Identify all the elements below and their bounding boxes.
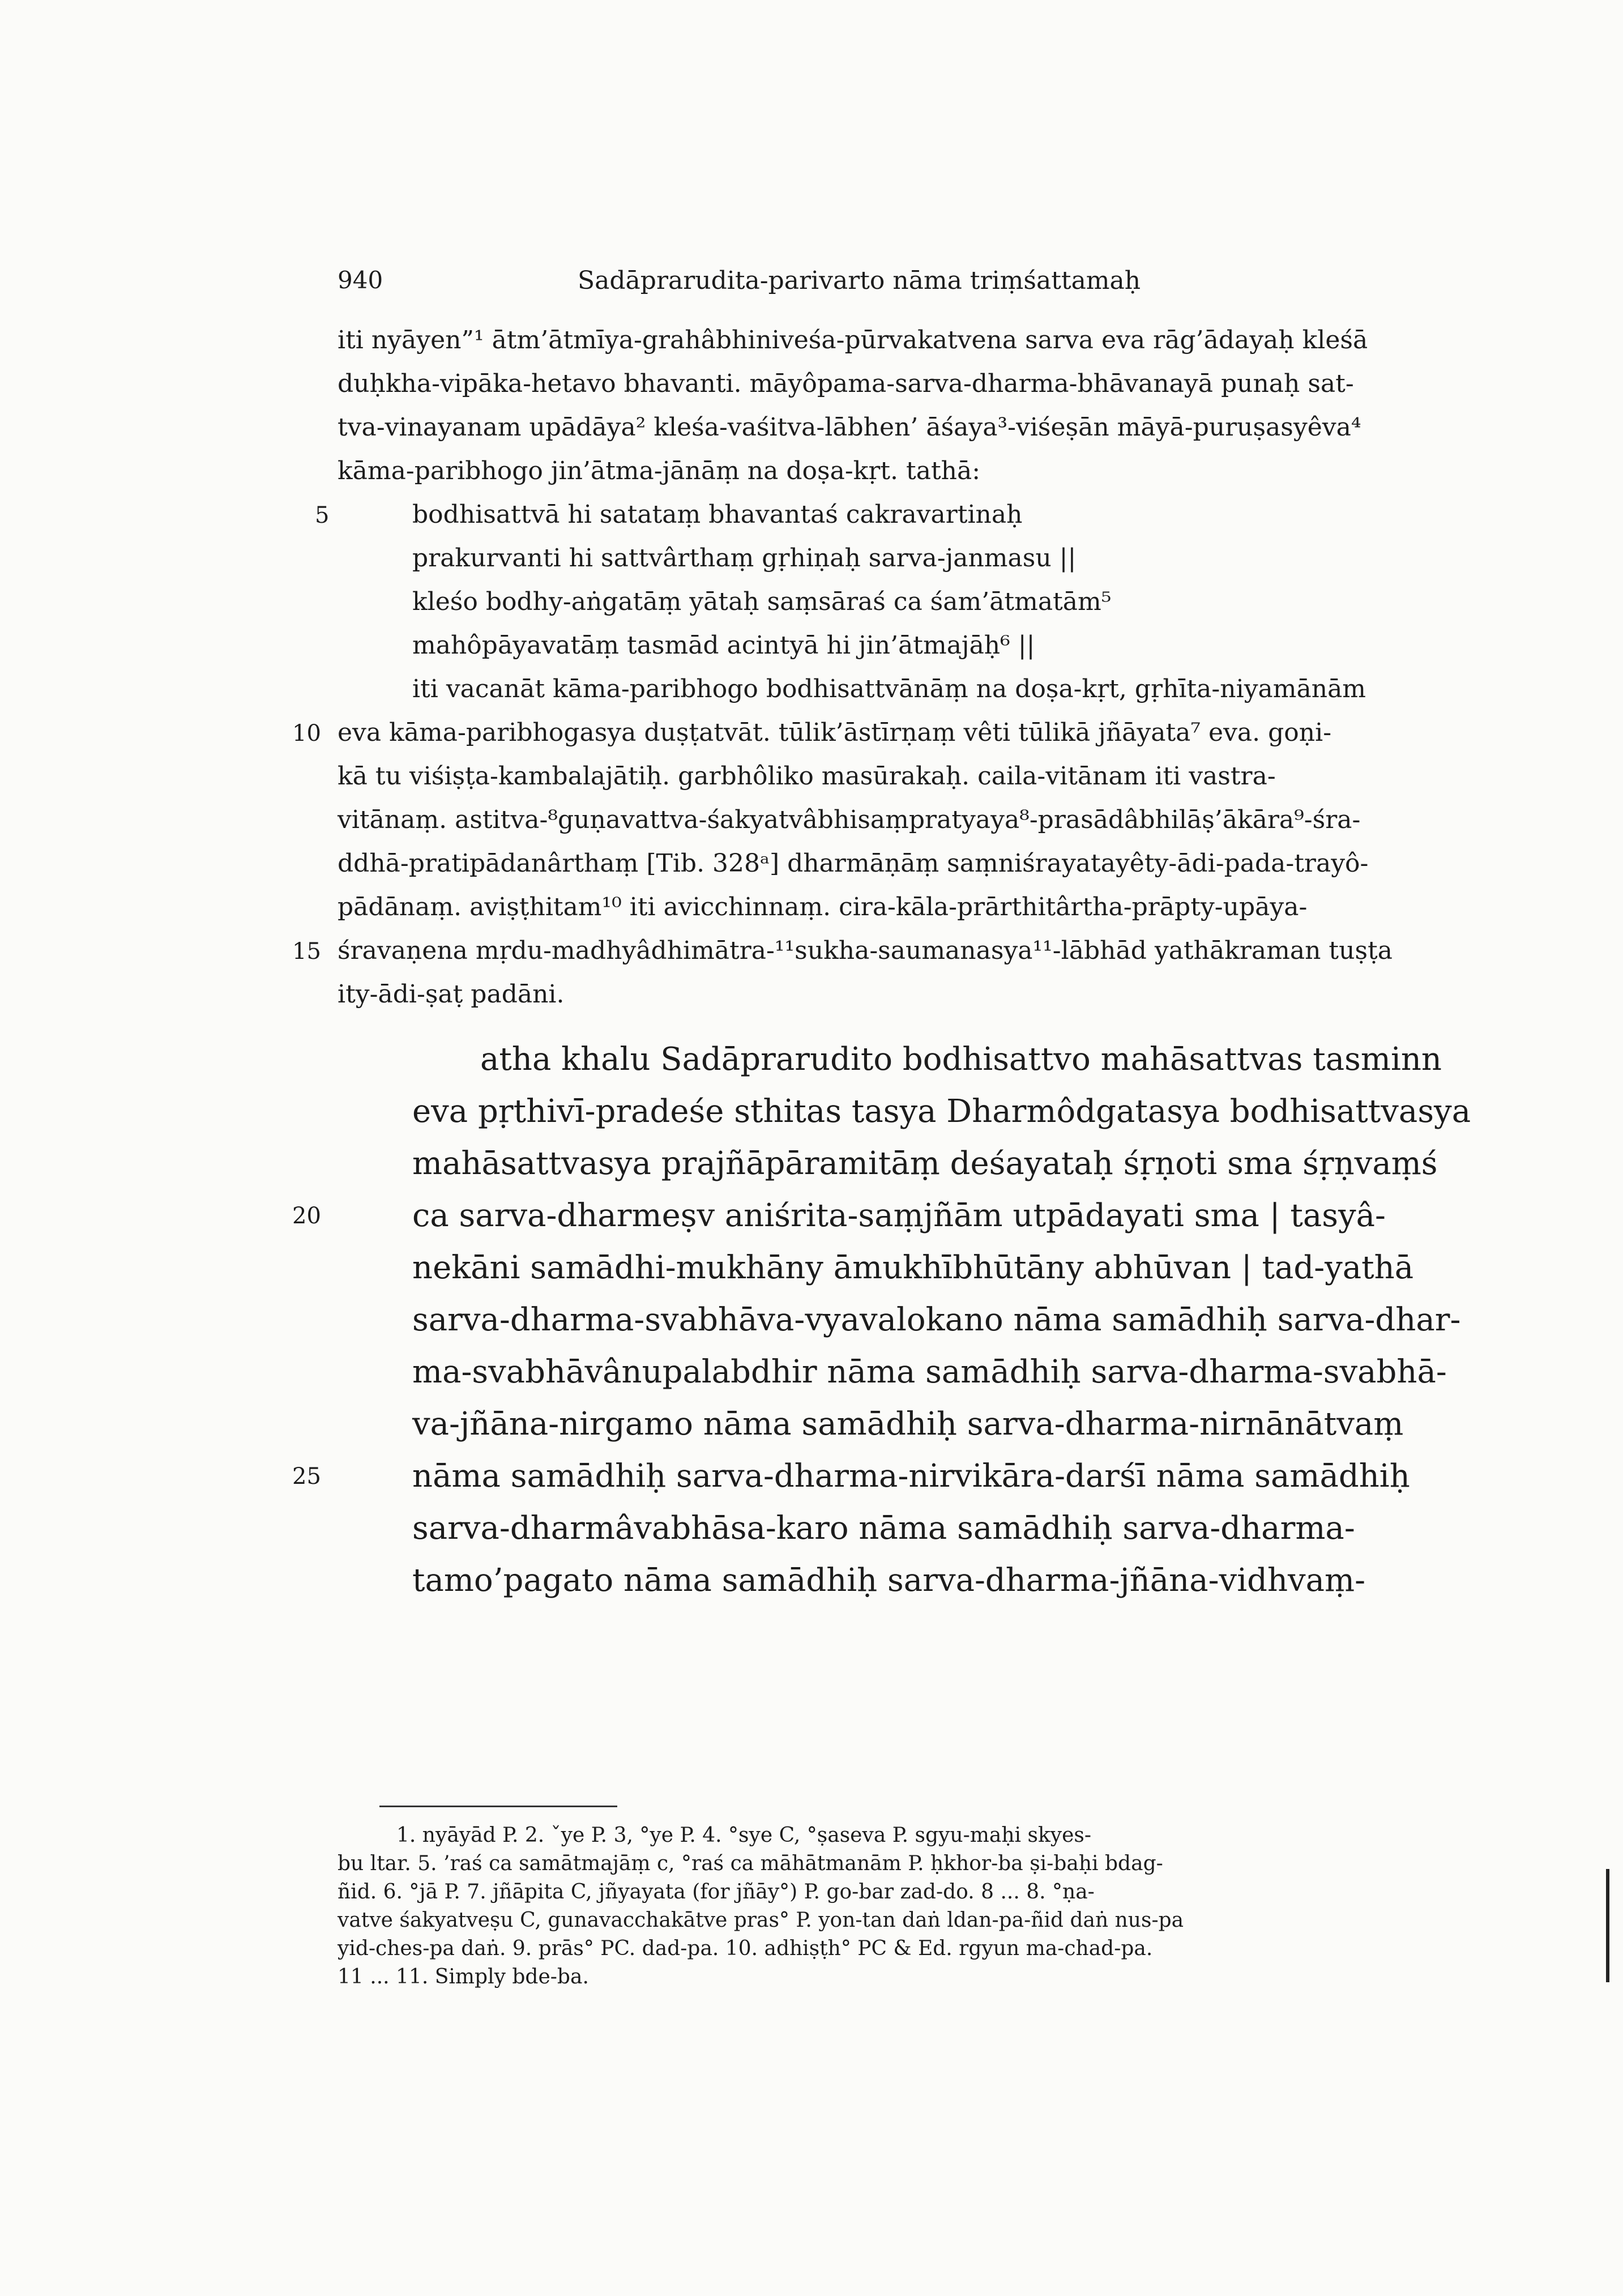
footnote-line: bu ltar. 5. ’raś ca samātmajāṃ c, °raś ca māhātmanām P. ḥkhor-ba ṣi-baḥi bdag- [338,1852,1163,1875]
line-number: 10 [292,720,321,746]
commentary-line: eva kāma-paribhogasya duṣṭatvāt. tūlik’āstīrṇaṃ vêti tūlikā jñāyata⁷ eva. goṇi- [338,718,1332,747]
scan-edge-mark [1606,1869,1609,1982]
commentary-line: ity-ādi-ṣaṭ padāni. [338,980,565,1009]
commentary-line: ddhā-pratipādanârthaṃ [Tib. 328ᵃ] dharmāṇāṃ saṃniśrayatayêty-ādi-pada-trayô- [338,849,1369,878]
main-text-line: atha khalu Sadāprarudito bodhisattvo mahāsattvas tasminn [480,1041,1442,1078]
commentary-line: tva-vinayanam upādāya² kleśa-vaśitva-lābhen’ āśaya³-viśeṣān māyā-puruṣasyêva⁴ [338,413,1361,442]
commentary-line: śravaṇena mṛdu-madhyâdhimātra-¹¹sukha-saumanasya¹¹-lābhād yathākraman tuṣṭa [338,936,1393,965]
page-number: 940 [338,266,383,294]
main-text-line: sarva-dharma-svabhāva-vyavalokano nāma samādhiḥ sarva-dhar- [412,1301,1461,1338]
footnote-line: vatve śakyatveṣu C, gunavacchakātve pras° P. yon-tan daṅ ldan-pa-ñid daṅ nus-pa [338,1909,1184,1932]
main-text-line: mahāsattvasya prajñāpāramitāṃ deśayataḥ śṛṇoti sma śṛṇvaṃś [412,1145,1438,1182]
main-text-line: eva pṛthivī-pradeśe sthitas tasya Dharmôdgatasya bodhisattvasya [412,1093,1471,1130]
main-text-line: ca sarva-dharmeṣv aniśrita-saṃjñām utpādayati sma | tasyâ- [412,1197,1386,1234]
main-text-line: va-jñāna-nirgamo nāma samādhiḥ sarva-dharma-nirnānātvaṃ [412,1406,1404,1443]
commentary-line: pādānaṃ. aviṣṭhitam¹⁰ iti avicchinnaṃ. cira-kāla-prārthitârtha-prāpty-upāya- [338,893,1308,921]
commentary-line: kāma-paribhogo jin’ātma-jānāṃ na doṣa-kṛt. tathā: [338,456,981,485]
main-text-line: nekāni samādhi-mukhāny āmukhībhūtāny abhūvan | tad-yathā [412,1249,1414,1286]
verse-line: bodhisattvā hi satataṃ bhavantaś cakravartinaḥ [412,500,1023,529]
main-text-line: nāma samādhiḥ sarva-dharma-nirvikāra-darśī nāma samādhiḥ [412,1458,1410,1495]
running-title: Sadāprarudita-parivarto nāma triṃśattamaḥ [578,266,1141,295]
line-number: 20 [292,1203,321,1229]
footnote-line: 11 ... 11. Simply bde-ba. [338,1965,589,1988]
footnote-line: yid-ches-pa daṅ. 9. prās° PC. dad-pa. 10. adhiṣṭh° PC & Ed. rgyun ma-chad-pa. [338,1937,1153,1960]
main-text-line: tamo’pagato nāma samādhiḥ sarva-dharma-jñāna-vidhvaṃ- [412,1562,1366,1599]
verse-line: kleśo bodhy-aṅgatāṃ yātaḥ saṃsāraś ca śam’ātmatām⁵ [412,587,1112,616]
main-text-line: sarva-dharmâvabhāsa-karo nāma samādhiḥ sarva-dharma- [412,1510,1355,1547]
commentary-line: iti vacanāt kāma-paribhogo bodhisattvānāṃ na doṣa-kṛt, gṛhīta-niyamānām [412,675,1366,703]
footnote-line: ñid. 6. °jā P. 7. jñāpita C, jñyayata (for jñāy°) P. go-bar zad-do. 8 ... 8. °ṇa- [338,1880,1095,1904]
verse-line: mahôpāyavatāṃ tasmād acintyā hi jin’ātmajāḥ⁶ || [412,631,1035,660]
verse-line: prakurvanti hi sattvârthaṃ gṛhiṇaḥ sarva-janmasu || [412,544,1077,573]
commentary-line: iti nyāyen”¹ ātm’ātmīya-grahâbhiniveśa-pūrvakatvena sarva eva rāg’ādayaḥ kleśā [338,326,1368,355]
footnote-line: 1. nyāyād P. 2. ˇye P. 3, °ye P. 4. °sye C, °ṣaseva P. sgyu-maḥi skyes- [396,1824,1092,1847]
commentary-line: kā tu viśiṣṭa-kambalajātiḥ. garbhôliko masūrakaḥ. caila-vitānam iti vastra- [338,762,1276,791]
main-text-line: ma-svabhāvânupalabdhir nāma samādhiḥ sarva-dharma-svabhā- [412,1354,1447,1390]
commentary-line: vitānaṃ. astitva-⁸guṇavattva-śakyatvâbhisaṃpratyaya⁸-prasādâbhilāṣ’ākāra⁹-śra- [338,805,1361,834]
line-number: 15 [292,938,321,965]
line-number: 5 [315,502,330,528]
line-number: 25 [292,1463,321,1490]
footnote-rule [379,1806,617,1807]
commentary-line: duḥkha-vipāka-hetavo bhavanti. māyôpama-sarva-dharma-bhāvanayā punaḥ sat- [338,369,1354,398]
